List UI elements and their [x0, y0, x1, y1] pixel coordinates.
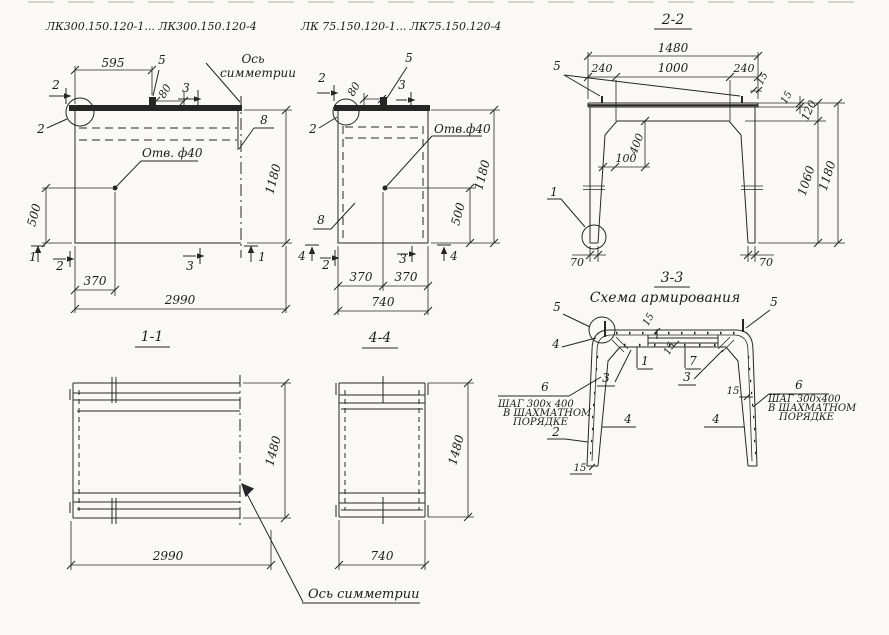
pos-6-right: 6 — [795, 378, 803, 392]
pos-4-top: 4 — [552, 337, 560, 351]
section-2-2 — [547, 12, 845, 269]
section-title: 4-4 — [368, 330, 392, 346]
dim-1480: 1480 — [657, 41, 689, 55]
note-left-line2: В ШАХМАТНОМ — [503, 408, 592, 419]
axis-label-line1: Ось — [241, 52, 265, 66]
section-mark-3: 3 — [182, 81, 190, 95]
dim-15-top: 15 — [640, 311, 657, 329]
section-markers — [31, 88, 258, 267]
section-mark-3-bottom: 3 — [186, 259, 194, 273]
slab-band — [334, 105, 430, 111]
section-4-4 — [335, 330, 474, 570]
dimension-lines — [572, 52, 845, 262]
frame-outline — [588, 103, 758, 243]
dim-1180: 1180 — [262, 162, 284, 196]
section-markers — [305, 85, 451, 266]
dim-370-right: 370 — [394, 270, 418, 284]
pos-5-right: 5 — [770, 295, 778, 309]
dim-1060: 1060 — [794, 164, 818, 198]
pos-2-leader: 2 — [309, 122, 317, 136]
section-mark-2: 2 — [318, 71, 326, 85]
dim-500: 500 — [24, 202, 44, 228]
dim-70-right: 70 — [759, 256, 773, 269]
section-subtitle: Схема армирования — [589, 290, 741, 306]
pos-6-left: 6 — [541, 380, 549, 394]
section-1-1 — [67, 329, 420, 603]
dim-240-left: 240 — [591, 62, 613, 75]
plan-outline — [336, 383, 428, 517]
dim-740: 740 — [371, 295, 395, 309]
slab-band — [69, 105, 242, 111]
pos-8: 8 — [260, 113, 268, 127]
dim-500: 500 — [448, 201, 468, 227]
dimension-ticks — [42, 66, 290, 313]
dimension-ticks — [335, 379, 472, 569]
hole-callout: Отв.ф40 — [434, 122, 491, 136]
plan-outline — [70, 383, 240, 518]
axis-label-line2: симметрии — [220, 66, 296, 80]
detail-circle — [582, 225, 606, 249]
dim-1180: 1180 — [471, 158, 493, 192]
pos-2: 2 — [552, 425, 560, 439]
hole-callout: Отв. ф40 — [142, 146, 203, 160]
note-left-line1: ШАГ 300х 400 — [498, 399, 574, 410]
dim-70-left: 70 — [570, 256, 584, 269]
detail-circle — [333, 99, 359, 125]
dim-2990: 2990 — [164, 293, 196, 307]
frame-inner — [598, 347, 748, 466]
leader-lines — [547, 75, 740, 227]
dim-1480: 1480 — [262, 434, 284, 468]
pos-5-left: 5 — [553, 300, 561, 314]
detail-circle — [66, 98, 94, 126]
dim-2990: 2990 — [152, 549, 184, 563]
pos-5: 5 — [158, 53, 166, 67]
axis-of-symmetry-label: Ось симметрии — [308, 587, 420, 602]
dim-80: 80 — [155, 81, 175, 101]
section-mark-1-left: 1 — [29, 250, 37, 264]
note-right-line1: ШАГ 300х400 — [768, 394, 841, 405]
bar-band — [648, 335, 718, 346]
construction-joints — [583, 186, 763, 190]
view-elevation-lk300 — [24, 52, 296, 313]
section-mark-2-bottom: 2 — [56, 259, 64, 273]
pos-3-right: 3 — [683, 370, 691, 384]
dim-120: 120 — [798, 98, 820, 123]
pos-2-leader: 2 — [37, 122, 45, 136]
note-right-line2: В ШАХМАТНОМ — [768, 403, 857, 414]
pos-4-mid-right: 4 — [712, 412, 720, 426]
series-title-lk300: ЛК300.150.120-1... ЛК300.150.120-4 — [46, 20, 257, 33]
hidden-lines — [79, 128, 237, 140]
dim-100: 100 — [615, 152, 637, 165]
section-mark-1-right: 1 — [258, 250, 266, 264]
view-elevation-lk75 — [297, 51, 500, 315]
dim-370-left: 370 — [349, 270, 373, 284]
section-3-3-reinforcement — [497, 270, 857, 474]
section-mark-4-left: 4 — [298, 249, 306, 263]
dim-1180: 1180 — [815, 159, 839, 193]
pos-3-left: 3 — [602, 371, 610, 385]
marker-arrowheads — [309, 90, 447, 261]
pos-1: 1 — [550, 185, 558, 199]
dimension-lines — [42, 66, 292, 313]
dim-370: 370 — [83, 274, 107, 288]
dim-15-overhang: 15 — [754, 70, 771, 88]
dim-1000: 1000 — [657, 61, 689, 75]
hidden-lines — [345, 390, 419, 510]
body-outline — [75, 107, 241, 243]
note-right-line3: ПОРЯДКЕ — [779, 412, 834, 423]
note-left-line3: ПОРЯДКЕ — [513, 417, 568, 428]
dim-740: 740 — [370, 549, 394, 563]
pos-5: 5 — [405, 51, 413, 65]
dim-1480: 1480 — [445, 433, 467, 467]
section-mark-3-bottom: 3 — [399, 252, 407, 266]
section-title: 1-1 — [140, 329, 164, 345]
dimension-ticks — [67, 379, 289, 569]
section-title: 2-2 — [661, 12, 685, 28]
pos-4-mid-left: 4 — [624, 412, 632, 426]
dimension-lines — [339, 383, 474, 570]
section-mark-2: 2 — [52, 78, 60, 92]
dim-400: 400 — [627, 131, 647, 156]
dim-595: 595 — [101, 56, 125, 70]
dim-15-mid: 15 — [661, 340, 678, 358]
section-mark-2-bottom: 2 — [322, 258, 330, 272]
dim-15-right: 15 — [726, 386, 740, 397]
dim-15-layer: 15 — [778, 89, 795, 107]
section-mark-3: 3 — [398, 78, 406, 92]
dim-15-bottom: 15 — [573, 463, 587, 474]
dim-240-right: 240 — [733, 62, 755, 75]
pos-7: 7 — [689, 354, 697, 368]
pos-8: 8 — [317, 213, 325, 227]
series-title-lk75: ЛК 75.150.120-1... ЛК75.150.120-4 — [301, 20, 502, 33]
pos-5: 5 — [553, 59, 561, 73]
header-titles — [45, 20, 501, 33]
dim-80: 80 — [344, 79, 364, 99]
section-mark-4-right: 4 — [450, 249, 458, 263]
pos-1: 1 — [641, 354, 649, 368]
loop-ticks — [605, 319, 743, 337]
section-title: 3-3 — [660, 270, 684, 286]
slab-band-and-loops — [588, 96, 758, 105]
